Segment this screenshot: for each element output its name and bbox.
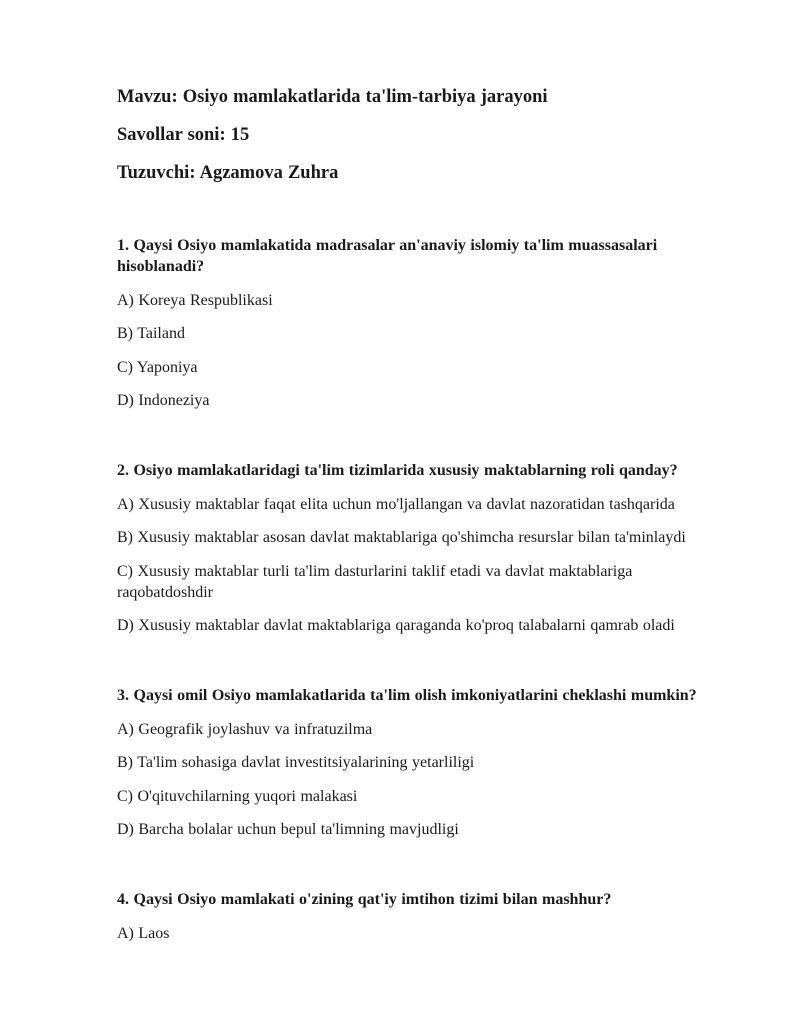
answer-option: B) Ta'lim sohasiga davlat investitsiyalarining yetarliligi bbox=[117, 754, 475, 771]
answer-option: C) O'qituvchilarning yuqori malakasi bbox=[117, 787, 358, 805]
answer-option: C) Yaponiya bbox=[117, 358, 198, 376]
question-text: 4. Qaysi Osiyo mamlakati o'zining qat'iy imtihon tizimi bilan mashhur? bbox=[117, 891, 612, 908]
document-topic: Mavzu: Osiyo mamlakatlarida ta'lim-tarbiya jarayoni bbox=[117, 87, 548, 107]
answer-option: A) Xususiy maktablar faqat elita uchun mo'ljallangan va davlat nazoratidan tashqarida bbox=[117, 495, 675, 513]
question-text: 2. Osiyo mamlakatlaridagi ta'lim tizimlarida xususiy maktablarning roli qanday? bbox=[117, 462, 678, 479]
answer-option: D) Barcha bolalar uchun bepul ta'limning mavjudligi bbox=[117, 821, 459, 838]
answer-option: C) Xususiy maktablar turli ta'lim dasturlarini taklif etadi va davlat maktablariga raqobatdoshdir bbox=[117, 562, 633, 601]
question-text: 3. Qaysi omil Osiyo mamlakatlarida ta'lim olish imkoniyatlarini cheklashi mumkin? bbox=[117, 687, 697, 704]
document-author: Tuzuvchi: Agzamova Zuhra bbox=[117, 163, 339, 183]
answer-option: D) Indoneziya bbox=[117, 392, 210, 409]
document-question-count: Savollar soni: 15 bbox=[117, 125, 250, 145]
answer-option: B) Tailand bbox=[117, 325, 185, 342]
answer-option: D) Xususiy maktablar davlat maktablariga qaraganda ko'proq talabalarni qamrab oladi bbox=[117, 617, 675, 634]
question-text: 1. Qaysi Osiyo mamlakatida madrasalar an'anaviy islomiy ta'lim muassasalari hisoblanadi? bbox=[117, 237, 658, 275]
answer-option: B) Xususiy maktablar asosan davlat maktablariga qo'shimcha resurslar bilan ta'minlaydi bbox=[117, 529, 686, 546]
answer-option: A) Laos bbox=[117, 924, 170, 942]
answer-option: A) Geografik joylashuv va infratuzilma bbox=[117, 720, 373, 738]
answer-option: A) Koreya Respublikasi bbox=[117, 291, 273, 309]
